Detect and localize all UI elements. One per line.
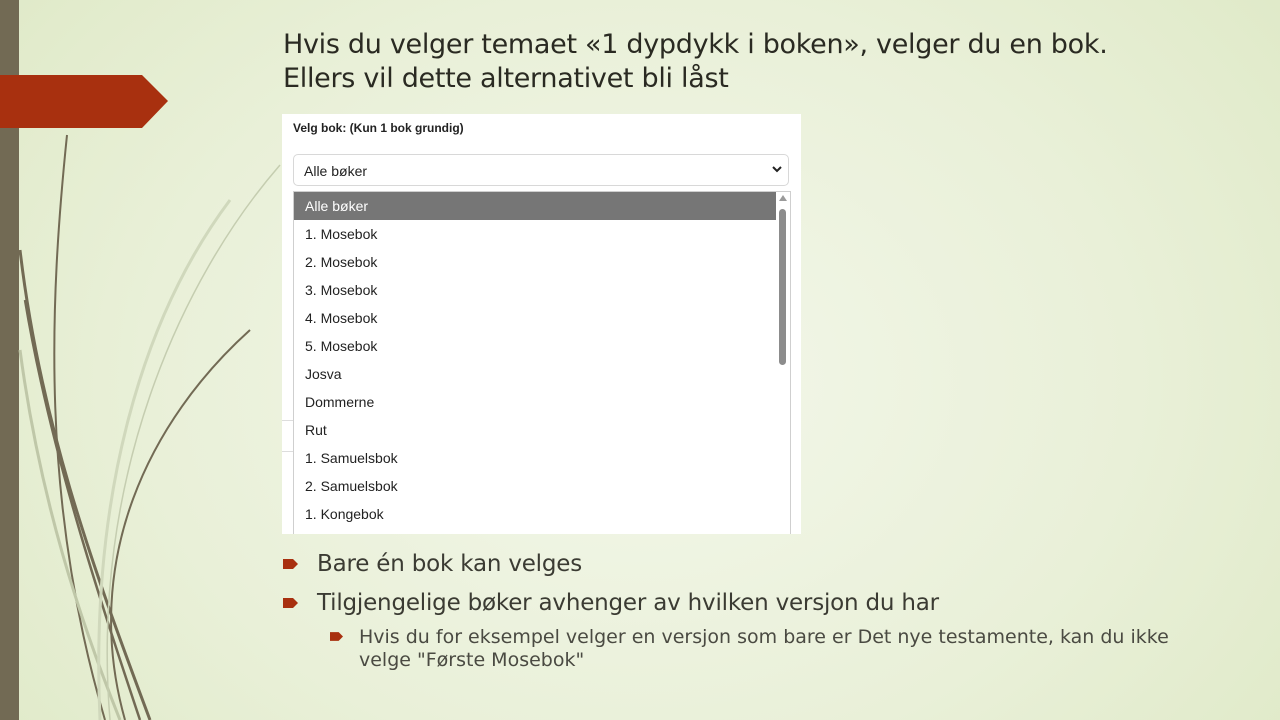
scrollbar-thumb[interactable] xyxy=(779,209,786,365)
title-line-2: Ellers vil dette alternativet bli låst xyxy=(283,63,729,94)
underlying-form-edge xyxy=(282,420,293,452)
option-1-kongebok[interactable]: 1. Kongebok xyxy=(305,506,384,522)
embedded-screenshot xyxy=(282,114,801,534)
book-select-label: Velg bok: (Kun 1 bok grundig) xyxy=(293,121,464,135)
option-josva[interactable]: Josva xyxy=(305,366,342,382)
title-arrow-shape xyxy=(0,75,168,128)
arrow-bullet-icon xyxy=(283,559,298,569)
option-3-mosebok[interactable]: 3. Mosebok xyxy=(305,282,378,298)
arrow-bullet-icon xyxy=(330,632,343,641)
arrow-bullet-icon xyxy=(283,598,298,608)
option-1-samuelsbok[interactable]: 1. Samuelsbok xyxy=(305,450,398,466)
option-4-mosebok[interactable]: 4. Mosebok xyxy=(305,310,378,326)
slide-title xyxy=(283,28,1243,96)
option-5-mosebok[interactable]: 5. Mosebok xyxy=(305,338,378,354)
option-rut[interactable]: Rut xyxy=(305,422,327,438)
bullet-list xyxy=(283,548,1203,672)
option-2-mosebok[interactable]: 2. Mosebok xyxy=(305,254,378,270)
option-dommerne[interactable]: Dommerne xyxy=(305,394,375,410)
option-alle-boker[interactable]: Alle bøker xyxy=(294,192,778,220)
sub-bullet-text: Hvis du for eksempel velger en versjon som bare er Det nye testamente, kan du ikke velge "Første Mosebok" xyxy=(359,626,1169,671)
select-value: Alle bøker xyxy=(304,163,368,179)
book-select-dropdown[interactable] xyxy=(293,154,789,186)
list-scrollbar[interactable] xyxy=(776,192,790,534)
chevron-down-icon xyxy=(772,164,782,174)
bullet-text: Tilgjengelige bøker avhenger av hvilken versjon du har xyxy=(317,590,939,616)
bullet-text: Bare én bok kan velges xyxy=(317,551,583,577)
option-2-samuelsbok[interactable]: 2. Samuelsbok xyxy=(305,478,398,494)
option-1-mosebok[interactable]: 1. Mosebok xyxy=(305,226,378,242)
title-line-1: Hvis du velger temaet «1 dypdykk i boken», velger du en bok. xyxy=(283,29,1108,60)
book-options-list[interactable] xyxy=(293,191,791,534)
bullet-item xyxy=(283,548,1203,580)
scroll-up-arrow-icon[interactable] xyxy=(779,195,787,201)
sub-bullet-item xyxy=(330,626,1203,672)
bullet-item xyxy=(283,587,1203,619)
